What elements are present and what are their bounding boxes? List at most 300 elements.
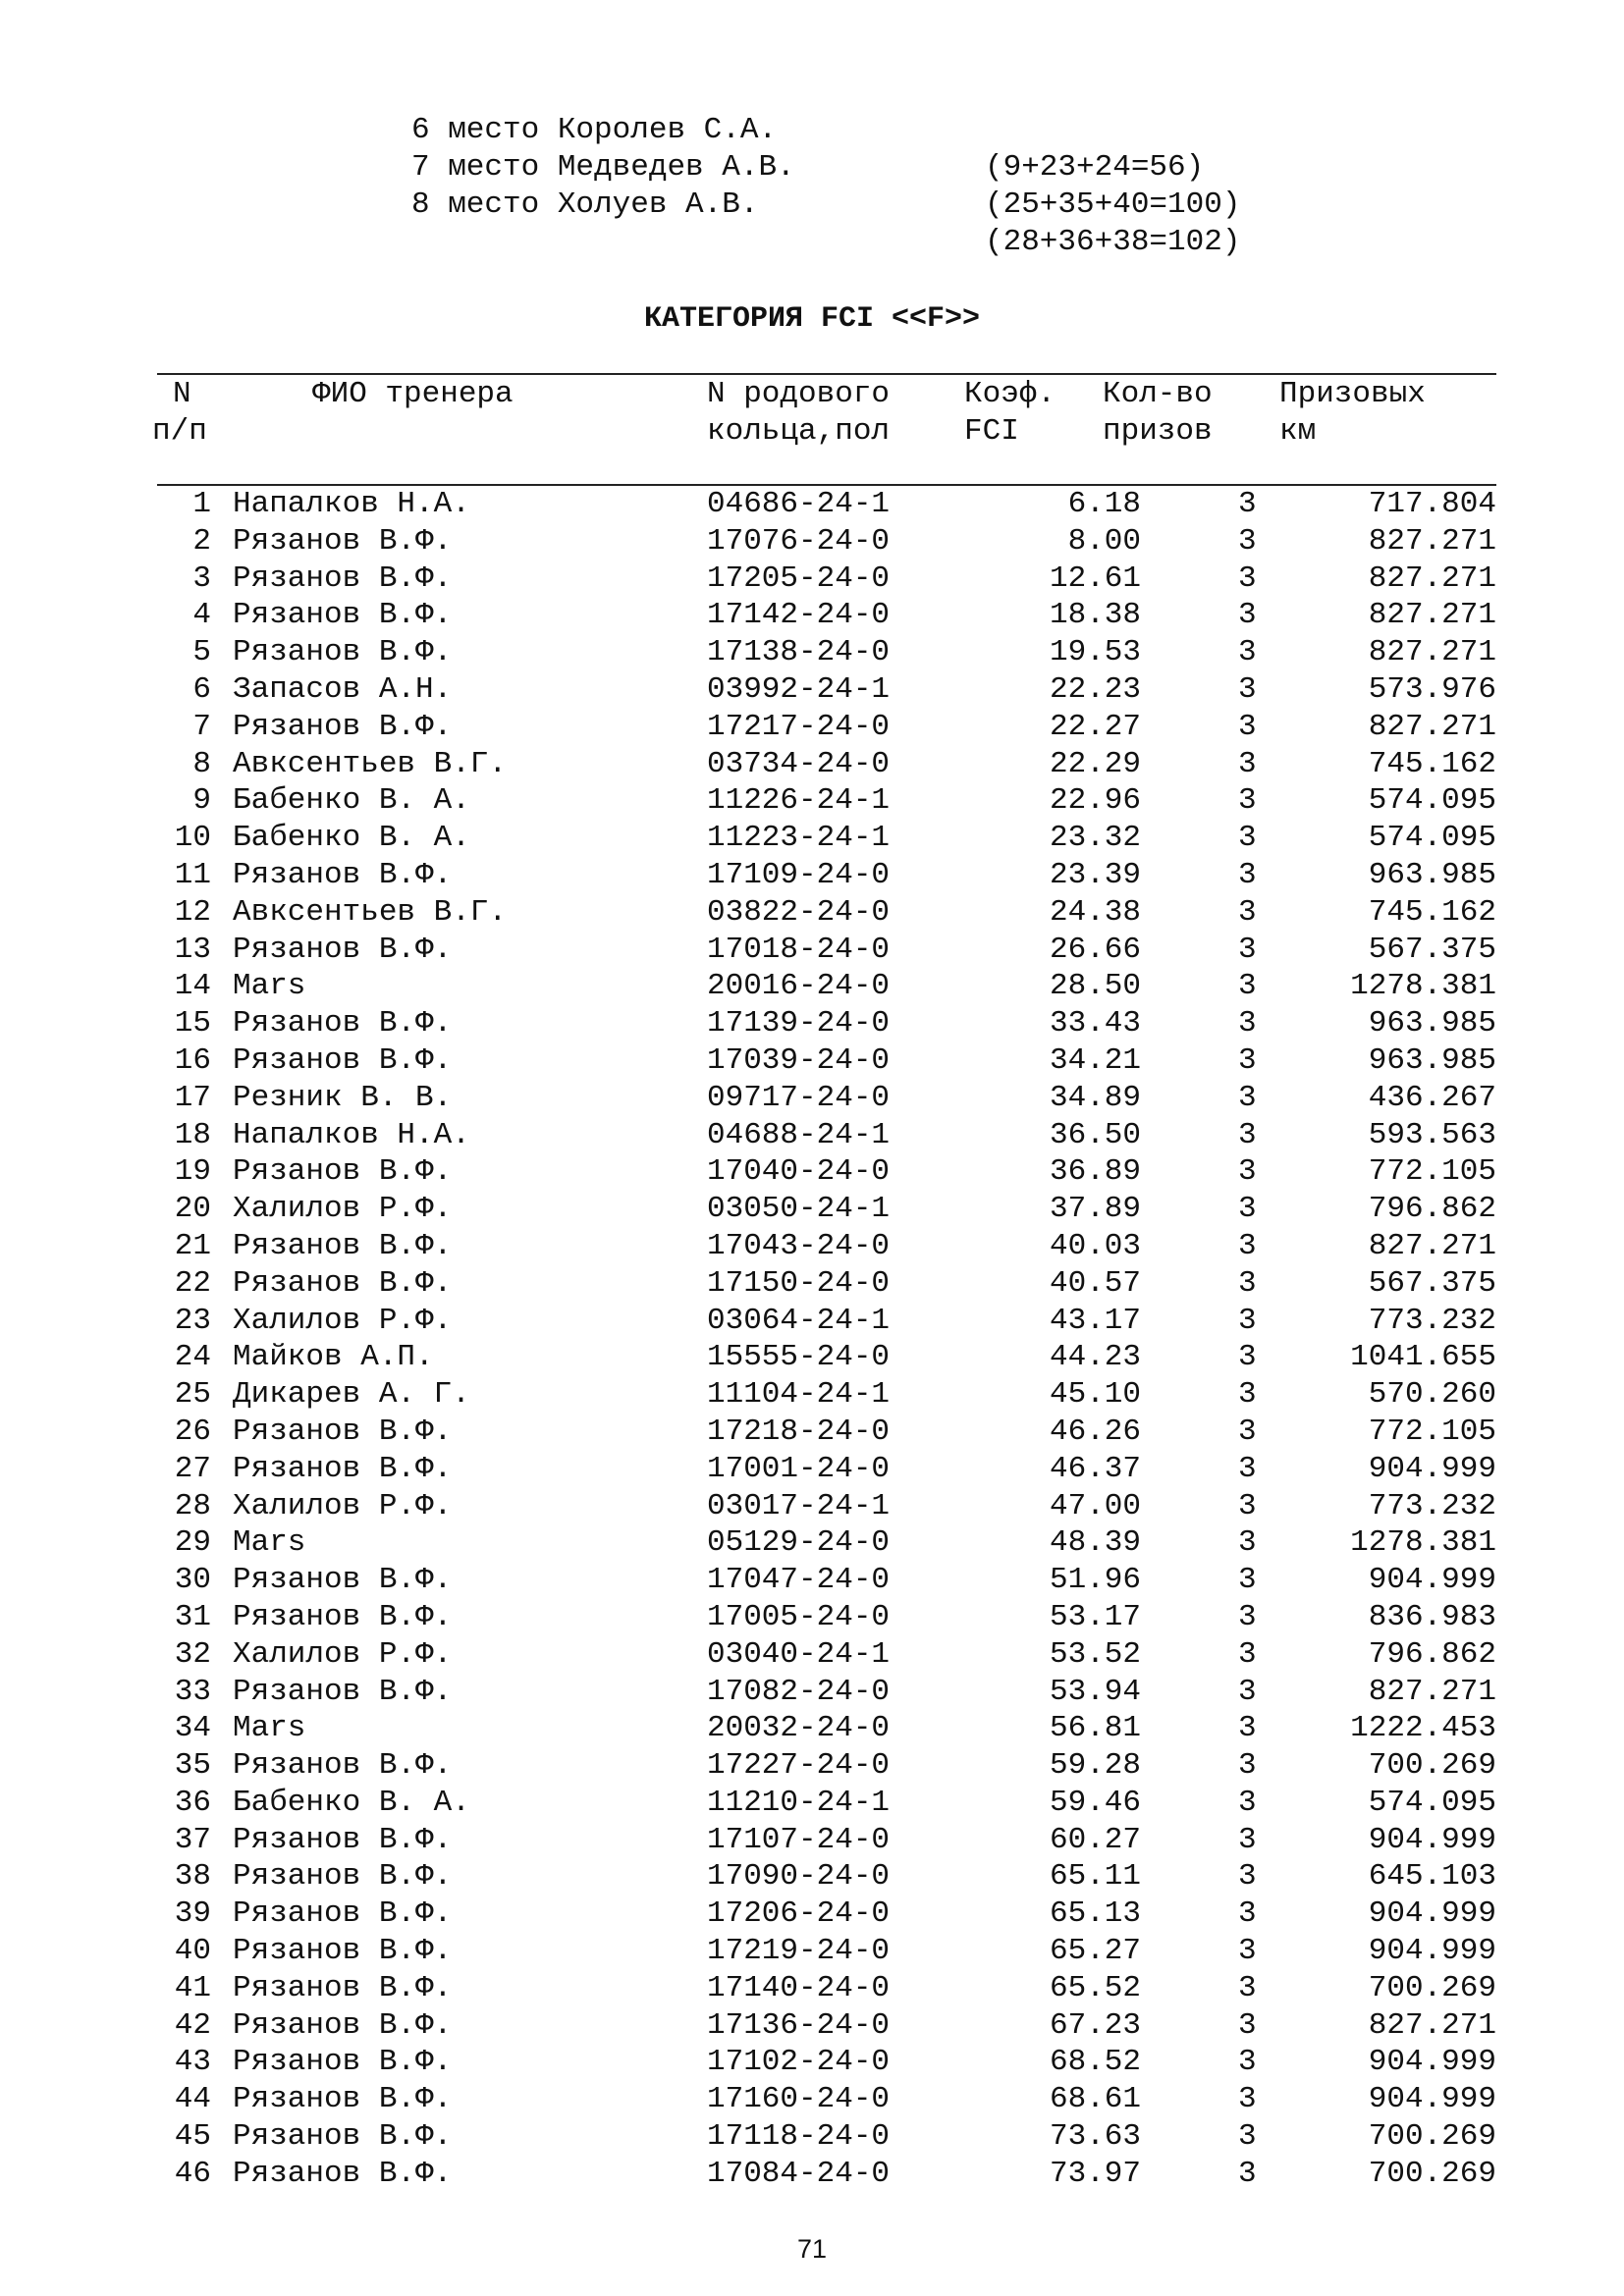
trainer-name: Бабенко В. А. <box>233 821 470 856</box>
ring-number: 17084-24-0 <box>707 2156 891 2191</box>
fci-coefficient: 46.26 <box>1049 1414 1141 1449</box>
row-number: 34 <box>174 1711 211 1746</box>
trainer-name: Авксентьев В.Г. <box>233 894 508 930</box>
fci-coefficient: 24.38 <box>1049 894 1141 930</box>
trainer-name: Рязанов В.Ф. <box>233 1970 453 2005</box>
table-row <box>0 1451 1624 1488</box>
prize-count: 3 <box>1238 2007 1257 2043</box>
ring-number: 17150-24-0 <box>707 1265 891 1301</box>
table-row <box>0 968 1624 1005</box>
fci-coefficient: 22.23 <box>1049 671 1141 707</box>
table-row <box>0 1117 1624 1154</box>
fci-coefficient: 65.13 <box>1049 1896 1141 1932</box>
header-count: Кол-во <box>1103 377 1213 411</box>
prize-count: 3 <box>1238 561 1257 596</box>
table-row <box>0 597 1624 634</box>
ring-number: 17107-24-0 <box>707 1822 891 1857</box>
header-km: Призовых <box>1279 377 1426 411</box>
fci-coefficient: 53.17 <box>1049 1599 1141 1634</box>
row-number: 43 <box>174 2045 211 2080</box>
fci-coefficient: 65.52 <box>1049 1970 1141 2005</box>
table-row <box>0 1524 1624 1562</box>
table-row <box>0 1710 1624 1747</box>
prize-km: 827.271 <box>1368 2007 1496 2043</box>
fci-coefficient: 68.52 <box>1049 2045 1141 2080</box>
fci-coefficient: 56.81 <box>1049 1711 1141 1746</box>
row-number: 17 <box>174 1080 211 1115</box>
fci-coefficient: 65.11 <box>1049 1859 1141 1895</box>
table-row <box>0 2156 1624 2193</box>
fci-coefficient: 48.39 <box>1049 1525 1141 1561</box>
fci-coefficient: 37.89 <box>1049 1192 1141 1227</box>
table-header <box>0 376 1624 454</box>
trainer-name: Рязанов В.Ф. <box>233 1859 453 1895</box>
table-row <box>0 2007 1624 2045</box>
prize-km: 796.862 <box>1368 1192 1496 1227</box>
trainer-name: Рязанов В.Ф. <box>233 2082 453 2117</box>
place-label: 8 место Холуев А.В. <box>411 187 759 222</box>
ring-number: 17142-24-0 <box>707 598 891 633</box>
trainer-name: Рязанов В.Ф. <box>233 1748 453 1784</box>
header-coef-sub: FCI <box>964 414 1019 449</box>
row-number: 2 <box>192 523 211 559</box>
fci-coefficient: 40.57 <box>1049 1265 1141 1301</box>
table-row <box>0 1488 1624 1525</box>
ring-number: 17138-24-0 <box>707 635 891 670</box>
prize-count: 3 <box>1238 1154 1257 1190</box>
trainer-name: Бабенко В. А. <box>233 783 470 819</box>
fci-coefficient: 53.52 <box>1049 1636 1141 1672</box>
trainer-name: Рязанов В.Ф. <box>233 1599 453 1634</box>
ring-number: 03992-24-1 <box>707 671 891 707</box>
fci-coefficient: 73.63 <box>1049 2119 1141 2155</box>
trainer-name: Mars <box>233 969 306 1004</box>
table-row <box>0 1339 1624 1376</box>
prize-count: 3 <box>1238 783 1257 819</box>
ring-number: 17160-24-0 <box>707 2082 891 2117</box>
prize-count: 3 <box>1238 487 1257 521</box>
table-row <box>0 820 1624 857</box>
prize-count: 3 <box>1238 1785 1257 1820</box>
trainer-name: Халилов Р.Ф. <box>233 1192 453 1227</box>
fci-coefficient: 53.94 <box>1049 1674 1141 1709</box>
table-body <box>0 486 1624 2193</box>
trainer-name: Рязанов В.Ф. <box>233 1674 453 1709</box>
fci-coefficient: 59.46 <box>1049 1785 1141 1820</box>
fci-coefficient: 23.39 <box>1049 857 1141 892</box>
fci-coefficient: 26.66 <box>1049 932 1141 967</box>
table-row <box>0 561 1624 598</box>
fci-coefficient: 59.28 <box>1049 1748 1141 1784</box>
prize-count: 3 <box>1238 1896 1257 1932</box>
fci-coefficient: 6.18 <box>1067 487 1141 521</box>
prize-count: 3 <box>1238 1265 1257 1301</box>
row-number: 24 <box>174 1340 211 1375</box>
prize-km: 773.232 <box>1368 1303 1496 1338</box>
trainer-name: Рязанов В.Ф. <box>233 1228 453 1263</box>
prize-count: 3 <box>1238 1748 1257 1784</box>
ring-number: 17118-24-0 <box>707 2119 891 2155</box>
prize-km: 904.999 <box>1368 1822 1496 1857</box>
prize-count: 3 <box>1238 1599 1257 1634</box>
prize-km: 904.999 <box>1368 2045 1496 2080</box>
table-row <box>0 486 1624 523</box>
prize-km: 700.269 <box>1368 2156 1496 2191</box>
row-number: 15 <box>174 1006 211 1041</box>
prize-count: 3 <box>1238 1859 1257 1895</box>
fci-coefficient: 36.89 <box>1049 1154 1141 1190</box>
ring-number: 03017-24-1 <box>707 1488 891 1523</box>
prize-km: 570.260 <box>1368 1377 1496 1413</box>
prize-count: 3 <box>1238 2045 1257 2080</box>
table-row <box>0 782 1624 820</box>
fci-coefficient: 34.89 <box>1049 1080 1141 1115</box>
row-number: 38 <box>174 1859 211 1895</box>
prize-km: 593.563 <box>1368 1117 1496 1152</box>
prize-count: 3 <box>1238 709 1257 744</box>
prize-km: 963.985 <box>1368 1006 1496 1041</box>
trainer-name: Рязанов В.Ф. <box>233 2007 453 2043</box>
table-row <box>0 1303 1624 1340</box>
fci-coefficient: 19.53 <box>1049 635 1141 670</box>
prize-km: 567.375 <box>1368 1265 1496 1301</box>
prize-count: 3 <box>1238 1303 1257 1338</box>
trainer-name: Дикарев А. Г. <box>233 1377 470 1413</box>
place-score: (9+23+24=56) <box>985 150 1205 185</box>
trainer-name: Рязанов В.Ф. <box>233 598 453 633</box>
fci-coefficient: 60.27 <box>1049 1822 1141 1857</box>
ring-number: 17090-24-0 <box>707 1859 891 1895</box>
table-row <box>0 1636 1624 1674</box>
trainer-name: Резник В. В. <box>233 1080 453 1115</box>
prize-count: 3 <box>1238 1822 1257 1857</box>
ring-number: 17001-24-0 <box>707 1451 891 1486</box>
prize-count: 3 <box>1238 598 1257 633</box>
prize-count: 3 <box>1238 1006 1257 1041</box>
ring-number: 17227-24-0 <box>707 1748 891 1784</box>
prize-km: 773.232 <box>1368 1488 1496 1523</box>
table-row <box>0 1376 1624 1414</box>
table-row <box>0 1562 1624 1599</box>
fci-coefficient: 12.61 <box>1049 561 1141 596</box>
prize-count: 3 <box>1238 1488 1257 1523</box>
ring-number: 17136-24-0 <box>707 2007 891 2043</box>
table-row <box>0 2081 1624 2118</box>
prize-count: 3 <box>1238 746 1257 781</box>
ring-number: 17219-24-0 <box>707 1934 891 1969</box>
place-score: (25+35+40=100) <box>985 187 1241 222</box>
prize-count: 3 <box>1238 523 1257 559</box>
header-name: ФИО тренера <box>312 377 514 411</box>
row-number: 44 <box>174 2082 211 2117</box>
trainer-name: Рязанов В.Ф. <box>233 1042 453 1078</box>
trainer-name: Рязанов В.Ф. <box>233 1154 453 1190</box>
trainer-name: Халилов Р.Ф. <box>233 1488 453 1523</box>
prize-km: 772.105 <box>1368 1414 1496 1449</box>
ring-number: 17047-24-0 <box>707 1563 891 1598</box>
ring-number: 03734-24-0 <box>707 746 891 781</box>
table-row <box>0 1228 1624 1265</box>
row-number: 37 <box>174 1822 211 1857</box>
prize-count: 3 <box>1238 1377 1257 1413</box>
fci-coefficient: 28.50 <box>1049 969 1141 1004</box>
trainer-name: Бабенко В. А. <box>233 1785 470 1820</box>
ring-number: 17139-24-0 <box>707 1006 891 1041</box>
place-score: (28+36+38=102) <box>985 225 1241 259</box>
prize-km: 827.271 <box>1368 1674 1496 1709</box>
ring-number: 17140-24-0 <box>707 1970 891 2005</box>
trainer-name: Рязанов В.Ф. <box>233 932 453 967</box>
row-number: 22 <box>174 1265 211 1301</box>
prize-km: 700.269 <box>1368 1970 1496 2005</box>
fci-coefficient: 8.00 <box>1067 523 1141 559</box>
ring-number: 17082-24-0 <box>707 1674 891 1709</box>
ring-number: 20016-24-0 <box>707 969 891 1004</box>
prize-km: 904.999 <box>1368 1451 1496 1486</box>
fci-coefficient: 44.23 <box>1049 1340 1141 1375</box>
row-number: 19 <box>174 1154 211 1190</box>
prize-km: 827.271 <box>1368 635 1496 670</box>
fci-coefficient: 34.21 <box>1049 1042 1141 1078</box>
table-row <box>0 1080 1624 1117</box>
row-number: 10 <box>174 821 211 856</box>
prize-count: 3 <box>1238 1340 1257 1375</box>
prize-km: 827.271 <box>1368 1228 1496 1263</box>
prize-km: 567.375 <box>1368 932 1496 967</box>
trainer-name: Рязанов В.Ф. <box>233 1822 453 1857</box>
prize-km: 827.271 <box>1368 561 1496 596</box>
row-number: 26 <box>174 1414 211 1449</box>
row-number: 23 <box>174 1303 211 1338</box>
prize-km: 827.271 <box>1368 709 1496 744</box>
table-row <box>0 1599 1624 1636</box>
table-row <box>0 709 1624 746</box>
table-row <box>0 1153 1624 1191</box>
row-number: 39 <box>174 1896 211 1932</box>
fci-coefficient: 73.97 <box>1049 2156 1141 2191</box>
trainer-name: Mars <box>233 1525 306 1561</box>
header-coef: Коэф. <box>964 377 1056 411</box>
row-number: 20 <box>174 1192 211 1227</box>
prize-km: 1222.453 <box>1350 1711 1496 1746</box>
prize-km: 436.267 <box>1368 1080 1496 1115</box>
table-row <box>0 634 1624 671</box>
trainer-name: Рязанов В.Ф. <box>233 1563 453 1598</box>
fci-coefficient: 36.50 <box>1049 1117 1141 1152</box>
row-number: 14 <box>174 969 211 1004</box>
trainer-name: Халилов Р.Ф. <box>233 1636 453 1672</box>
ring-number: 17218-24-0 <box>707 1414 891 1449</box>
table-row <box>0 932 1624 969</box>
prize-count: 3 <box>1238 857 1257 892</box>
prize-count: 3 <box>1238 2119 1257 2155</box>
table-row <box>0 1191 1624 1228</box>
trainer-name: Халилов Р.Ф. <box>233 1303 453 1338</box>
row-number: 27 <box>174 1451 211 1486</box>
prize-count: 3 <box>1238 1117 1257 1152</box>
prize-count: 3 <box>1238 1228 1257 1263</box>
fci-coefficient: 46.37 <box>1049 1451 1141 1486</box>
prize-km: 796.862 <box>1368 1636 1496 1672</box>
trainer-name: Рязанов В.Ф. <box>233 1265 453 1301</box>
prize-count: 3 <box>1238 969 1257 1004</box>
prize-km: 574.095 <box>1368 821 1496 856</box>
ring-number: 17040-24-0 <box>707 1154 891 1190</box>
row-number: 11 <box>174 857 211 892</box>
prize-count: 3 <box>1238 1674 1257 1709</box>
row-number: 33 <box>174 1674 211 1709</box>
ring-number: 03822-24-0 <box>707 894 891 930</box>
prize-count: 3 <box>1238 635 1257 670</box>
table-row <box>0 1265 1624 1303</box>
row-number: 30 <box>174 1563 211 1598</box>
row-number: 4 <box>192 598 211 633</box>
trainer-name: Mars <box>233 1711 306 1746</box>
prize-km: 1041.655 <box>1350 1340 1496 1375</box>
prize-km: 904.999 <box>1368 2082 1496 2117</box>
fci-coefficient: 18.38 <box>1049 598 1141 633</box>
prize-km: 700.269 <box>1368 2119 1496 2155</box>
prize-km: 836.983 <box>1368 1599 1496 1634</box>
row-number: 21 <box>174 1228 211 1263</box>
page-number: 71 <box>796 2234 828 2264</box>
row-number: 16 <box>174 1042 211 1078</box>
row-number: 13 <box>174 932 211 967</box>
prize-count: 3 <box>1238 671 1257 707</box>
trainer-name: Рязанов В.Ф. <box>233 635 453 670</box>
trainer-name: Рязанов В.Ф. <box>233 561 453 596</box>
place-label: 6 место Королев С.А. <box>411 113 778 147</box>
prize-km: 573.976 <box>1368 671 1496 707</box>
place-label: 7 место Медведев А.В. <box>411 150 795 185</box>
row-number: 1 <box>192 487 211 521</box>
prize-km: 772.105 <box>1368 1154 1496 1190</box>
fci-coefficient: 45.10 <box>1049 1377 1141 1413</box>
trainer-name: Рязанов В.Ф. <box>233 2156 453 2191</box>
table-row <box>0 1896 1624 1933</box>
table-row <box>0 746 1624 783</box>
fci-coefficient: 23.32 <box>1049 821 1141 856</box>
trainer-name: Рязанов В.Ф. <box>233 1451 453 1486</box>
prize-count: 3 <box>1238 1934 1257 1969</box>
category-title: КАТЕГОРИЯ FCI <<F>> <box>643 302 981 336</box>
prize-count: 3 <box>1238 2082 1257 2117</box>
prize-count: 3 <box>1238 2156 1257 2191</box>
table-row <box>0 1674 1624 1711</box>
fci-coefficient: 33.43 <box>1049 1006 1141 1041</box>
table-row <box>0 894 1624 932</box>
prize-count: 3 <box>1238 1080 1257 1115</box>
row-number: 41 <box>174 1970 211 2005</box>
prize-count: 3 <box>1238 894 1257 930</box>
ring-number: 05129-24-0 <box>707 1525 891 1561</box>
prize-count: 3 <box>1238 1192 1257 1227</box>
ring-number: 03040-24-1 <box>707 1636 891 1672</box>
ring-number: 15555-24-0 <box>707 1340 891 1375</box>
header-num-sub: п/п <box>152 414 207 449</box>
table-row <box>0 1414 1624 1451</box>
prize-count: 3 <box>1238 1042 1257 1078</box>
row-number: 7 <box>192 709 211 744</box>
trainer-name: Рязанов В.Ф. <box>233 2119 453 2155</box>
prize-km: 963.985 <box>1368 857 1496 892</box>
trainer-name: Рязанов В.Ф. <box>233 523 453 559</box>
prize-count: 3 <box>1238 932 1257 967</box>
ring-number: 17039-24-0 <box>707 1042 891 1078</box>
fci-coefficient: 22.27 <box>1049 709 1141 744</box>
header-count-sub: призов <box>1103 414 1213 449</box>
row-number: 25 <box>174 1377 211 1413</box>
fci-coefficient: 40.03 <box>1049 1228 1141 1263</box>
table-row <box>0 2118 1624 2156</box>
row-number: 40 <box>174 1934 211 1969</box>
ring-number: 11210-24-1 <box>707 1785 891 1820</box>
table-row <box>0 1822 1624 1859</box>
table-row <box>0 1933 1624 1970</box>
table-row <box>0 523 1624 561</box>
row-number: 35 <box>174 1748 211 1784</box>
prize-km: 700.269 <box>1368 1748 1496 1784</box>
row-number: 9 <box>192 783 211 819</box>
prize-km: 827.271 <box>1368 598 1496 633</box>
prize-km: 904.999 <box>1368 1563 1496 1598</box>
ring-number: 03064-24-1 <box>707 1303 891 1338</box>
prize-count: 3 <box>1238 1563 1257 1598</box>
prize-km: 717.804 <box>1368 487 1496 521</box>
ring-number: 04688-24-1 <box>707 1117 891 1152</box>
fci-coefficient: 65.27 <box>1049 1934 1141 1969</box>
ring-number: 17018-24-0 <box>707 932 891 967</box>
row-number: 36 <box>174 1785 211 1820</box>
trainer-name: Запасов А.Н. <box>233 671 453 707</box>
prize-km: 745.162 <box>1368 894 1496 930</box>
prize-count: 3 <box>1238 821 1257 856</box>
row-number: 31 <box>174 1599 211 1634</box>
ring-number: 11104-24-1 <box>707 1377 891 1413</box>
row-number: 12 <box>174 894 211 930</box>
ring-number: 17206-24-0 <box>707 1896 891 1932</box>
table-row <box>0 1005 1624 1042</box>
fci-coefficient: 51.96 <box>1049 1563 1141 1598</box>
row-number: 42 <box>174 2007 211 2043</box>
prize-km: 827.271 <box>1368 523 1496 559</box>
ring-number: 17076-24-0 <box>707 523 891 559</box>
ring-number: 03050-24-1 <box>707 1192 891 1227</box>
ring-number: 11226-24-1 <box>707 783 891 819</box>
prize-count: 3 <box>1238 1970 1257 2005</box>
fci-coefficient: 22.96 <box>1049 783 1141 819</box>
table-row <box>0 2044 1624 2081</box>
trainer-name: Майков А.П. <box>233 1340 434 1375</box>
header-num: N <box>173 377 191 411</box>
ring-number: 20032-24-0 <box>707 1711 891 1746</box>
row-number: 32 <box>174 1636 211 1672</box>
table-row <box>0 1042 1624 1080</box>
prize-km: 1278.381 <box>1350 1525 1496 1561</box>
trainer-name: Рязанов В.Ф. <box>233 1934 453 1969</box>
fci-coefficient: 68.61 <box>1049 2082 1141 2117</box>
prize-km: 574.095 <box>1368 783 1496 819</box>
trainer-name: Рязанов В.Ф. <box>233 1006 453 1041</box>
row-number: 18 <box>174 1117 211 1152</box>
trainer-name: Рязанов В.Ф. <box>233 857 453 892</box>
prize-count: 3 <box>1238 1414 1257 1449</box>
ring-number: 04686-24-1 <box>707 487 891 521</box>
ring-number: 17205-24-0 <box>707 561 891 596</box>
ring-number: 11223-24-1 <box>707 821 891 856</box>
row-number: 45 <box>174 2119 211 2155</box>
table-row <box>0 1970 1624 2007</box>
